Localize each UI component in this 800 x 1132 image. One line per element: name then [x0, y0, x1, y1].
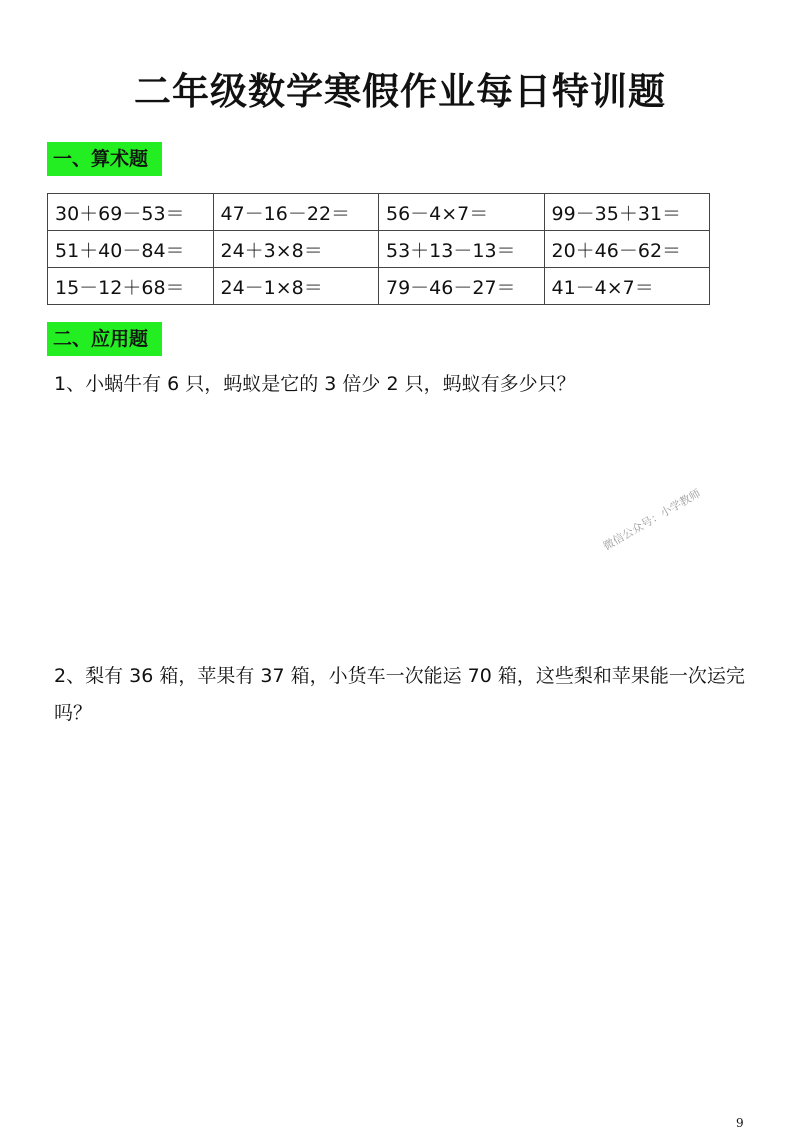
arithmetic-cell: 56－4×7＝	[379, 194, 545, 231]
page-number: 9	[736, 1116, 744, 1130]
arithmetic-table	[47, 193, 710, 305]
arithmetic-cell: 15－12＋68＝	[48, 268, 214, 305]
arithmetic-cell: 30＋69－53＝	[48, 194, 214, 231]
page-title: 二年级数学寒假作业每日特训题	[134, 70, 666, 113]
table-row	[48, 231, 710, 268]
arithmetic-cell: 99－35＋31＝	[544, 194, 710, 231]
arithmetic-cell: 79－46－27＝	[379, 268, 545, 305]
arithmetic-cell: 24＋3×8＝	[213, 231, 379, 268]
section-heading-word-problems: 二、应用题	[47, 322, 162, 356]
watermark: 微信公众号：小学教师	[601, 486, 703, 553]
arithmetic-cell: 47－16－22＝	[213, 194, 379, 231]
word-problem-2: 2、梨有 36 箱，苹果有 37 箱，小货车一次能运 70 箱，这些梨和苹果能一次运完吗？	[54, 665, 745, 724]
arithmetic-cell: 51＋40－84＝	[48, 231, 214, 268]
word-problem-1: 1、小蜗牛有 6 只，蚂蚁是它的 3 倍少 2 只，蚂蚁有多少只？	[54, 373, 576, 395]
section-heading-arithmetic: 一、算术题	[47, 142, 162, 176]
arithmetic-cell: 20＋46－62＝	[544, 231, 710, 268]
arithmetic-cell: 41－4×7＝	[544, 268, 710, 305]
arithmetic-cell: 53＋13－13＝	[379, 231, 545, 268]
table-row	[48, 194, 710, 231]
arithmetic-cell: 24－1×8＝	[213, 268, 379, 305]
table-row	[48, 268, 710, 305]
